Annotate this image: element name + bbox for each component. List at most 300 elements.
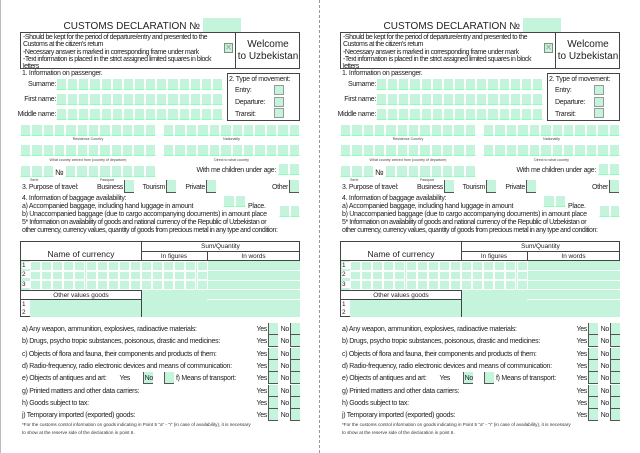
letter-cell[interactable] bbox=[145, 124, 156, 136]
letter-cell[interactable] bbox=[89, 93, 100, 105]
letter-cell[interactable] bbox=[289, 163, 300, 175]
letter-cell[interactable] bbox=[133, 144, 144, 156]
letter-cell[interactable] bbox=[431, 165, 442, 177]
currency-cell[interactable] bbox=[483, 280, 494, 290]
letter-cell[interactable] bbox=[278, 163, 289, 175]
currency-cell[interactable] bbox=[439, 271, 450, 281]
letter-cell[interactable] bbox=[529, 144, 540, 156]
currency-cell[interactable] bbox=[428, 280, 439, 290]
currency-cell[interactable] bbox=[439, 261, 450, 271]
letter-cell[interactable] bbox=[421, 93, 432, 105]
yes-checkbox[interactable] bbox=[588, 385, 598, 397]
yes-checkbox[interactable] bbox=[588, 360, 598, 372]
letter-cell[interactable] bbox=[134, 93, 145, 105]
antiques-no-checkbox[interactable] bbox=[164, 372, 174, 384]
letter-cell[interactable] bbox=[465, 144, 476, 156]
no-checkbox[interactable] bbox=[290, 372, 300, 384]
unaccompanied-place-field[interactable] bbox=[279, 205, 300, 217]
currency-cell[interactable] bbox=[439, 280, 450, 290]
letter-cell[interactable] bbox=[517, 144, 528, 156]
yes-checkbox[interactable] bbox=[268, 348, 278, 360]
letter-cell[interactable] bbox=[363, 144, 374, 156]
currency-cell[interactable] bbox=[406, 261, 417, 271]
currency-cell[interactable] bbox=[86, 271, 97, 281]
letter-cell[interactable] bbox=[442, 124, 453, 136]
currency-cell[interactable] bbox=[163, 271, 174, 281]
currency-cell[interactable] bbox=[74, 271, 85, 281]
letter-cell[interactable] bbox=[510, 108, 521, 120]
currency-cell[interactable] bbox=[74, 261, 85, 271]
letter-cell[interactable] bbox=[145, 108, 156, 120]
letter-cell[interactable] bbox=[487, 78, 498, 90]
currency-cell[interactable] bbox=[97, 280, 108, 290]
letter-cell[interactable] bbox=[396, 165, 407, 177]
no-checkbox[interactable] bbox=[290, 335, 300, 347]
yes-checkbox[interactable] bbox=[588, 372, 598, 384]
letter-cell[interactable] bbox=[67, 108, 78, 120]
letter-cell[interactable] bbox=[351, 144, 362, 156]
letter-cell[interactable] bbox=[563, 144, 574, 156]
tourism-checkbox[interactable] bbox=[486, 180, 496, 193]
currency-cell[interactable] bbox=[350, 271, 361, 281]
other-values-rows-area[interactable] bbox=[350, 300, 461, 317]
letter-cell[interactable] bbox=[506, 124, 517, 136]
yes-checkbox[interactable] bbox=[588, 397, 598, 409]
no-checkbox[interactable] bbox=[610, 335, 620, 347]
letter-cell[interactable] bbox=[532, 108, 543, 120]
no-checkbox[interactable] bbox=[290, 385, 300, 397]
currency-cell[interactable] bbox=[361, 271, 372, 281]
letter-cell[interactable] bbox=[574, 124, 585, 136]
letter-cell[interactable] bbox=[243, 124, 254, 136]
currency-cell[interactable] bbox=[163, 261, 174, 271]
letter-cell[interactable] bbox=[419, 165, 430, 177]
currency-cell[interactable] bbox=[428, 271, 439, 281]
currency-cell[interactable] bbox=[483, 271, 494, 281]
letter-cell[interactable] bbox=[232, 124, 243, 136]
letter-cell[interactable] bbox=[454, 93, 465, 105]
letter-cell[interactable] bbox=[201, 93, 212, 105]
yes-checkbox[interactable] bbox=[268, 385, 278, 397]
letter-cell[interactable] bbox=[89, 108, 100, 120]
residence-country-field[interactable] bbox=[20, 124, 156, 136]
letter-cell[interactable] bbox=[209, 144, 220, 156]
letter-cell[interactable] bbox=[597, 124, 608, 136]
first-name-field[interactable] bbox=[56, 93, 223, 105]
letter-cell[interactable] bbox=[397, 124, 408, 136]
letter-cell[interactable] bbox=[123, 78, 134, 90]
currency-cell[interactable] bbox=[30, 280, 41, 290]
letter-cell[interactable] bbox=[494, 124, 505, 136]
letter-cell[interactable] bbox=[20, 124, 31, 136]
letter-cell[interactable] bbox=[20, 144, 31, 156]
letter-cell[interactable] bbox=[506, 144, 517, 156]
passport-serie-field[interactable] bbox=[340, 165, 374, 177]
letter-cell[interactable] bbox=[543, 195, 555, 207]
currency-cell[interactable] bbox=[108, 280, 119, 290]
currency-cell[interactable] bbox=[450, 271, 461, 281]
currency-cell[interactable] bbox=[185, 271, 196, 281]
letter-cell[interactable] bbox=[598, 163, 609, 175]
letter-cell[interactable] bbox=[122, 144, 133, 156]
currency-cell[interactable] bbox=[152, 271, 163, 281]
children-count-field[interactable] bbox=[278, 163, 300, 175]
letter-cell[interactable] bbox=[179, 93, 190, 105]
transit-checkbox[interactable] bbox=[274, 108, 284, 118]
no-checkbox[interactable] bbox=[610, 323, 620, 335]
nationality-field[interactable] bbox=[163, 124, 300, 136]
letter-cell[interactable] bbox=[201, 78, 212, 90]
letter-cell[interactable] bbox=[351, 124, 362, 136]
letter-cell[interactable] bbox=[209, 124, 220, 136]
letter-cell[interactable] bbox=[179, 78, 190, 90]
currency-cell[interactable] bbox=[86, 261, 97, 271]
letter-cell[interactable] bbox=[290, 205, 301, 217]
letter-cell[interactable] bbox=[476, 108, 487, 120]
currency-cell[interactable] bbox=[174, 271, 185, 281]
letter-cell[interactable] bbox=[443, 108, 454, 120]
letter-cell[interactable] bbox=[289, 144, 300, 156]
letter-cell[interactable] bbox=[431, 124, 442, 136]
letter-cell[interactable] bbox=[122, 124, 133, 136]
letter-cell[interactable] bbox=[510, 78, 521, 90]
letter-cell[interactable] bbox=[112, 108, 123, 120]
currency-cell[interactable] bbox=[472, 271, 483, 281]
letter-cell[interactable] bbox=[552, 124, 563, 136]
letter-cell[interactable] bbox=[145, 144, 156, 156]
letter-cell[interactable] bbox=[465, 108, 476, 120]
currency-cell[interactable] bbox=[372, 271, 383, 281]
letter-cell[interactable] bbox=[186, 144, 197, 156]
currency-cell[interactable] bbox=[361, 261, 372, 271]
letter-cell[interactable] bbox=[453, 165, 464, 177]
declaration-number-field[interactable] bbox=[203, 18, 241, 33]
letter-cell[interactable] bbox=[398, 108, 409, 120]
other-values-rows-area[interactable] bbox=[30, 300, 141, 317]
no-checkbox[interactable] bbox=[610, 409, 620, 421]
letter-cell[interactable] bbox=[43, 165, 54, 177]
letter-cell[interactable] bbox=[156, 93, 167, 105]
letter-cell[interactable] bbox=[54, 144, 65, 156]
letter-cell[interactable] bbox=[67, 93, 78, 105]
direct-to-field[interactable] bbox=[163, 144, 300, 156]
currency-cell[interactable] bbox=[505, 280, 516, 290]
letter-cell[interactable] bbox=[494, 144, 505, 156]
letter-cell[interactable] bbox=[123, 108, 134, 120]
declaration-number-field[interactable] bbox=[523, 18, 561, 33]
yes-checkbox[interactable] bbox=[268, 409, 278, 421]
letter-cell[interactable] bbox=[167, 93, 178, 105]
letter-cell[interactable] bbox=[122, 165, 133, 177]
letter-cell[interactable] bbox=[156, 78, 167, 90]
currency-cell[interactable] bbox=[372, 280, 383, 290]
entry-checkbox[interactable] bbox=[274, 85, 284, 95]
letter-cell[interactable] bbox=[610, 205, 621, 217]
letter-cell[interactable] bbox=[432, 108, 443, 120]
letter-cell[interactable] bbox=[111, 165, 122, 177]
letter-cell[interactable] bbox=[123, 93, 134, 105]
letter-cell[interactable] bbox=[385, 124, 396, 136]
currency-cell[interactable] bbox=[141, 271, 152, 281]
letter-cell[interactable] bbox=[174, 144, 185, 156]
letter-cell[interactable] bbox=[453, 144, 464, 156]
letter-cell[interactable] bbox=[409, 108, 420, 120]
currency-cell[interactable] bbox=[141, 280, 152, 290]
currency-cell[interactable] bbox=[52, 271, 63, 281]
other-checkbox[interactable] bbox=[289, 180, 299, 193]
letter-cell[interactable] bbox=[387, 93, 398, 105]
letter-cell[interactable] bbox=[499, 108, 510, 120]
letter-cell[interactable] bbox=[112, 78, 123, 90]
letter-cell[interactable] bbox=[65, 165, 76, 177]
currency-cell[interactable] bbox=[394, 261, 405, 271]
letter-cell[interactable] bbox=[609, 144, 620, 156]
letter-cell[interactable] bbox=[43, 144, 54, 156]
letter-cell[interactable] bbox=[65, 144, 76, 156]
currency-cell[interactable] bbox=[417, 261, 428, 271]
residence-country-field[interactable] bbox=[340, 124, 476, 136]
letter-cell[interactable] bbox=[385, 165, 396, 177]
letter-cell[interactable] bbox=[56, 108, 67, 120]
letter-cell[interactable] bbox=[78, 78, 89, 90]
currency-cell[interactable] bbox=[461, 280, 472, 290]
letter-cell[interactable] bbox=[521, 93, 532, 105]
currency-cell[interactable] bbox=[130, 280, 141, 290]
letter-cell[interactable] bbox=[387, 108, 398, 120]
letter-cell[interactable] bbox=[442, 144, 453, 156]
letter-cell[interactable] bbox=[111, 144, 122, 156]
letter-cell[interactable] bbox=[409, 78, 420, 90]
currency-cell[interactable] bbox=[86, 280, 97, 290]
letter-cell[interactable] bbox=[112, 93, 123, 105]
currency-cell[interactable] bbox=[383, 280, 394, 290]
letter-cell[interactable] bbox=[78, 93, 89, 105]
currency-cell[interactable] bbox=[483, 261, 494, 271]
letter-cell[interactable] bbox=[145, 165, 156, 177]
letter-cell[interactable] bbox=[31, 165, 42, 177]
letter-cell[interactable] bbox=[266, 144, 277, 156]
letter-cell[interactable] bbox=[174, 124, 185, 136]
currency-cell[interactable] bbox=[350, 261, 361, 271]
letter-cell[interactable] bbox=[31, 144, 42, 156]
currency-cell[interactable] bbox=[152, 261, 163, 271]
letter-cell[interactable] bbox=[20, 165, 31, 177]
letter-cell[interactable] bbox=[529, 124, 540, 136]
letter-cell[interactable] bbox=[190, 93, 201, 105]
letter-cell[interactable] bbox=[454, 78, 465, 90]
first-name-field[interactable] bbox=[376, 93, 543, 105]
currency-cell[interactable] bbox=[63, 261, 74, 271]
letter-cell[interactable] bbox=[398, 93, 409, 105]
letter-cell[interactable] bbox=[101, 78, 112, 90]
currency-cell[interactable] bbox=[174, 280, 185, 290]
letter-cell[interactable] bbox=[101, 93, 112, 105]
letter-cell[interactable] bbox=[374, 144, 385, 156]
other-values-sum-area[interactable] bbox=[141, 290, 300, 317]
letter-cell[interactable] bbox=[476, 78, 487, 90]
letter-cell[interactable] bbox=[465, 124, 476, 136]
letter-cell[interactable] bbox=[212, 108, 223, 120]
yes-checkbox[interactable] bbox=[268, 360, 278, 372]
letter-cell[interactable] bbox=[54, 124, 65, 136]
letter-cell[interactable] bbox=[232, 144, 243, 156]
currency-cell[interactable] bbox=[185, 261, 196, 271]
currency-cell[interactable] bbox=[417, 280, 428, 290]
yes-checkbox[interactable] bbox=[268, 335, 278, 347]
letter-cell[interactable] bbox=[555, 195, 567, 207]
letter-cell[interactable] bbox=[397, 144, 408, 156]
letter-cell[interactable] bbox=[540, 124, 551, 136]
other-checkbox[interactable] bbox=[609, 180, 619, 193]
letter-cell[interactable] bbox=[483, 124, 494, 136]
letter-cell[interactable] bbox=[487, 93, 498, 105]
currency-cell[interactable] bbox=[197, 280, 208, 290]
tourism-checkbox[interactable] bbox=[166, 180, 176, 193]
letter-cell[interactable] bbox=[574, 144, 585, 156]
letter-cell[interactable] bbox=[88, 124, 99, 136]
letter-cell[interactable] bbox=[220, 144, 231, 156]
currency-cell[interactable] bbox=[119, 271, 130, 281]
letter-cell[interactable] bbox=[277, 124, 288, 136]
currency-cell[interactable] bbox=[108, 271, 119, 281]
currency-cell[interactable] bbox=[394, 271, 405, 281]
currency-cell[interactable] bbox=[372, 261, 383, 271]
currency-cell[interactable] bbox=[517, 261, 528, 271]
letter-cell[interactable] bbox=[145, 93, 156, 105]
currency-cell[interactable] bbox=[450, 280, 461, 290]
currency-cell[interactable] bbox=[361, 280, 372, 290]
letter-cell[interactable] bbox=[78, 108, 89, 120]
currency-cell[interactable] bbox=[428, 261, 439, 271]
currency-cell[interactable] bbox=[63, 280, 74, 290]
unaccompanied-place-field[interactable] bbox=[599, 205, 620, 217]
letter-cell[interactable] bbox=[432, 78, 443, 90]
letter-cell[interactable] bbox=[212, 93, 223, 105]
currency-cell[interactable] bbox=[130, 261, 141, 271]
letter-cell[interactable] bbox=[340, 124, 351, 136]
letter-cell[interactable] bbox=[163, 124, 174, 136]
letter-cell[interactable] bbox=[408, 124, 419, 136]
letter-cell[interactable] bbox=[465, 78, 476, 90]
letter-cell[interactable] bbox=[254, 144, 265, 156]
currency-cell[interactable] bbox=[97, 271, 108, 281]
currency-cell[interactable] bbox=[461, 271, 472, 281]
currency-cell[interactable] bbox=[383, 271, 394, 281]
letter-cell[interactable] bbox=[220, 124, 231, 136]
currency-cell[interactable] bbox=[472, 261, 483, 271]
letter-cell[interactable] bbox=[532, 93, 543, 105]
letter-cell[interactable] bbox=[156, 108, 167, 120]
letter-cell[interactable] bbox=[374, 124, 385, 136]
letter-cell[interactable] bbox=[88, 165, 99, 177]
letter-cell[interactable] bbox=[363, 124, 374, 136]
letter-cell[interactable] bbox=[483, 144, 494, 156]
yes-checkbox[interactable] bbox=[268, 397, 278, 409]
letter-cell[interactable] bbox=[432, 93, 443, 105]
currency-cell[interactable] bbox=[141, 261, 152, 271]
yes-checkbox[interactable] bbox=[588, 335, 598, 347]
other-values-sum-area[interactable] bbox=[461, 290, 620, 317]
letter-cell[interactable] bbox=[421, 78, 432, 90]
letter-cell[interactable] bbox=[419, 124, 430, 136]
letter-cell[interactable] bbox=[363, 165, 374, 177]
business-checkbox[interactable] bbox=[124, 180, 134, 193]
letter-cell[interactable] bbox=[133, 124, 144, 136]
no-checkbox[interactable] bbox=[290, 323, 300, 335]
letter-cell[interactable] bbox=[223, 195, 235, 207]
middle-name-field[interactable] bbox=[56, 108, 223, 120]
no-checkbox[interactable] bbox=[290, 397, 300, 409]
letter-cell[interactable] bbox=[99, 165, 110, 177]
letter-cell[interactable] bbox=[277, 144, 288, 156]
letter-cell[interactable] bbox=[31, 124, 42, 136]
entry-checkbox[interactable] bbox=[594, 85, 604, 95]
no-checkbox[interactable] bbox=[290, 360, 300, 372]
letter-cell[interactable] bbox=[521, 108, 532, 120]
letter-cell[interactable] bbox=[134, 78, 145, 90]
surname-field[interactable] bbox=[56, 78, 223, 90]
yes-checkbox[interactable] bbox=[268, 323, 278, 335]
no-checkbox[interactable] bbox=[290, 348, 300, 360]
currency-cell[interactable] bbox=[63, 271, 74, 281]
currency-cell[interactable] bbox=[130, 271, 141, 281]
letter-cell[interactable] bbox=[77, 144, 88, 156]
currency-cell[interactable] bbox=[494, 261, 505, 271]
letter-cell[interactable] bbox=[179, 108, 190, 120]
currency-cell[interactable] bbox=[494, 280, 505, 290]
currency-cell[interactable] bbox=[394, 280, 405, 290]
passport-serie-field[interactable] bbox=[20, 165, 54, 177]
letter-cell[interactable] bbox=[465, 93, 476, 105]
middle-name-field[interactable] bbox=[376, 108, 543, 120]
letter-cell[interactable] bbox=[88, 144, 99, 156]
letter-cell[interactable] bbox=[201, 108, 212, 120]
letter-cell[interactable] bbox=[243, 144, 254, 156]
currency-cell[interactable] bbox=[505, 271, 516, 281]
currency-cell[interactable] bbox=[406, 280, 417, 290]
currency-cell[interactable] bbox=[450, 261, 461, 271]
currency-cell[interactable] bbox=[119, 261, 130, 271]
letter-cell[interactable] bbox=[398, 78, 409, 90]
direct-to-field[interactable] bbox=[483, 144, 620, 156]
no-checkbox[interactable] bbox=[290, 409, 300, 421]
letter-cell[interactable] bbox=[499, 78, 510, 90]
letter-cell[interactable] bbox=[235, 195, 247, 207]
letter-cell[interactable] bbox=[134, 108, 145, 120]
letter-cell[interactable] bbox=[279, 205, 290, 217]
currency-cell[interactable] bbox=[41, 271, 52, 281]
currency-cell[interactable] bbox=[517, 271, 528, 281]
letter-cell[interactable] bbox=[443, 78, 454, 90]
no-checkbox[interactable] bbox=[610, 397, 620, 409]
letter-cell[interactable] bbox=[517, 124, 528, 136]
letter-cell[interactable] bbox=[499, 93, 510, 105]
currency-cell[interactable] bbox=[461, 261, 472, 271]
letter-cell[interactable] bbox=[56, 93, 67, 105]
no-checkbox[interactable] bbox=[610, 372, 620, 384]
letter-cell[interactable] bbox=[540, 144, 551, 156]
letter-cell[interactable] bbox=[376, 108, 387, 120]
letter-cell[interactable] bbox=[586, 124, 597, 136]
currency-cell[interactable] bbox=[517, 280, 528, 290]
letter-cell[interactable] bbox=[65, 124, 76, 136]
letter-cell[interactable] bbox=[197, 144, 208, 156]
transit-checkbox[interactable] bbox=[594, 108, 604, 118]
surname-field[interactable] bbox=[376, 78, 543, 90]
passport-number-field[interactable] bbox=[385, 165, 476, 177]
letter-cell[interactable] bbox=[385, 144, 396, 156]
currency-cell[interactable] bbox=[97, 261, 108, 271]
